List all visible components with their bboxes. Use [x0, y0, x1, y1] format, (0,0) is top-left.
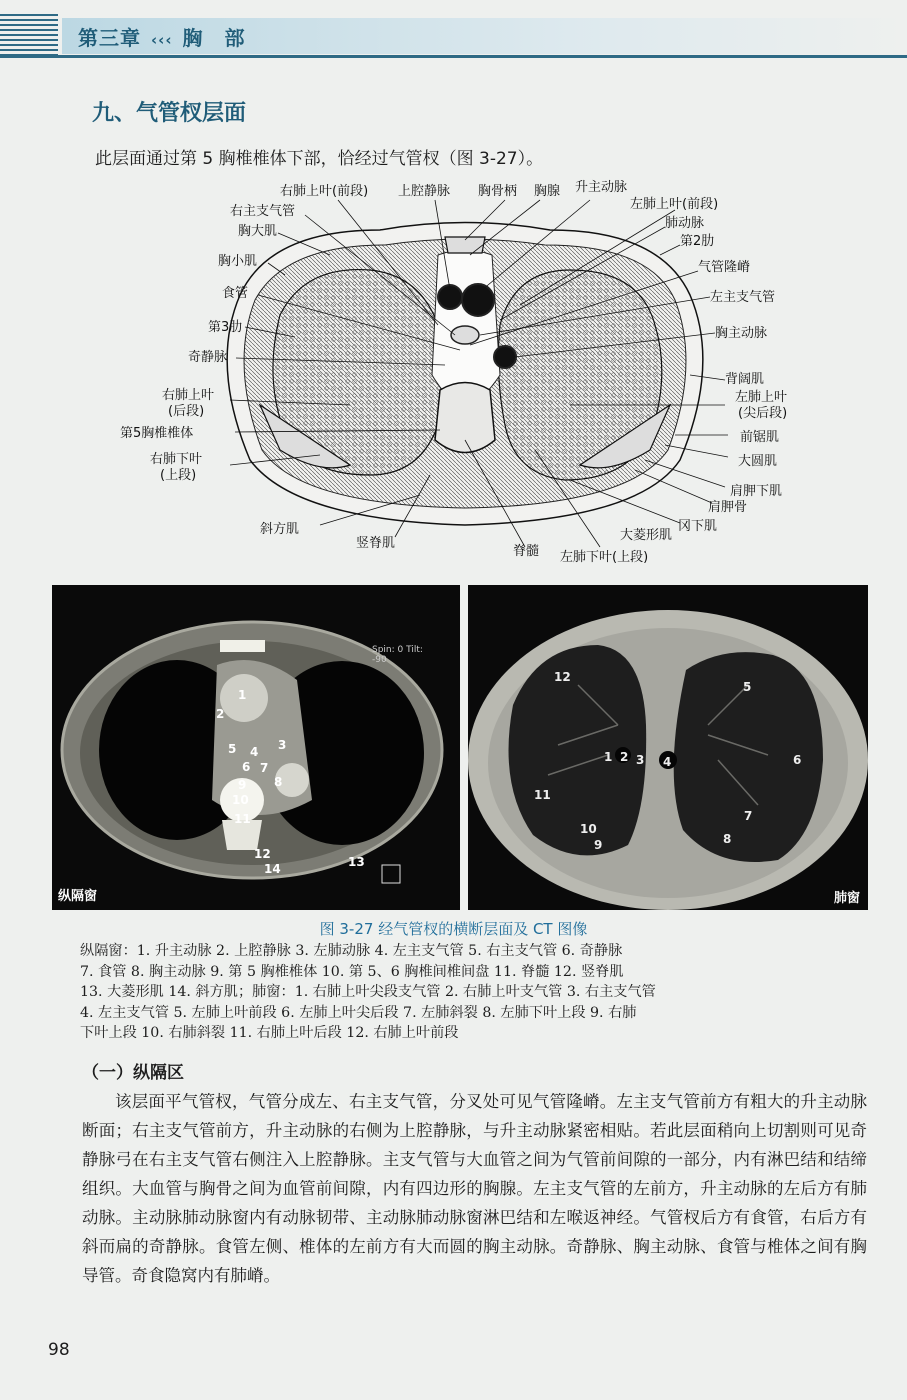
label-t5: 第5胸椎椎体 [120, 426, 194, 441]
label-rhomboid: 大菱形肌 [620, 528, 673, 543]
label-desc-aorta: 胸主动脉 [715, 326, 768, 341]
ct-lung-window [468, 585, 868, 910]
ct-sternum [220, 640, 265, 652]
ct-right-num-7: 7 [744, 809, 753, 823]
ct-right-num-1: 1 [604, 750, 613, 764]
label-rib3: 第3肋 [208, 320, 243, 335]
cross-section-diagram [120, 175, 810, 570]
body-paragraph: 该层面平气管杈，气管分成左、右主支气管，分叉处可见气管隆嵴。左主支气管前方有粗大的升主动脉断面；右主支气管前方，升主动脉的右侧为上腔静脉，与升主动脉紧密相贴。若此层面稍向上切割则可见奇静脉弓在右主支气管右侧注入上腔静脉。主支气管与大血管之间为气管前间隙的一部分，内有淋巴结和结缔组织。大血管与胸骨之间为血管前间隙，内有四边形的胸腺。左主支气管的左前方，升主动脉的左后方有肺动脉。主动脉肺动脉窗内有动脉韧带、主动脉肺动脉窗淋巴结和左喉返神经。气管杈后方有食管，右后方有斜而扁的奇静脉。食管左侧、椎体的左前方有大而圆的胸主动脉。奇静脉、胸主动脉、食管与椎体之间有胸导管。奇食隐窝内有肺嵴。 [82, 1092, 867, 1285]
ct-right-num-12: 12 [554, 670, 571, 684]
label-asc-aorta: 升主动脉 [575, 180, 628, 195]
label-thymus: 胸腺 [534, 184, 561, 199]
ct-left-num-3: 3 [278, 738, 287, 752]
header-rule [0, 55, 907, 58]
label-latissimus: 背阔肌 [725, 372, 765, 387]
legend-line: 纵隔窗：1. 升主动脉 2. 上腔静脉 3. 左肺动脉 4. 左主支气管 5. 右主支气管 6. 奇静脉 [80, 943, 623, 959]
figure-caption: 图 3-27 经气管杈的横断层面及 CT 图像 [319, 920, 588, 938]
legend-line: 13. 大菱形肌 14. 斜方肌；肺窗：1. 右肺上叶尖段支气管 2. 右肺上叶支气管 3. 右主支气管 [80, 984, 656, 1000]
ct-right-num-10: 10 [580, 822, 597, 836]
ct-left-info: Spin: 0 Tilt: -90 [372, 645, 423, 665]
figure-legend [80, 941, 870, 1044]
ct-mediastinal-window [52, 585, 460, 910]
label-l-bronchus: 左主支气管 [710, 290, 776, 305]
intro-text: 此层面通过第 5 胸椎椎体下部，恰经过气管杈（图 3-27）。 [95, 149, 544, 169]
label-manubrium: 胸骨柄 [478, 184, 518, 199]
label-pulm-artery: 肺动脉 [665, 216, 705, 231]
ct-right-num-8: 8 [723, 832, 732, 846]
label-infraspinatus: 冈下肌 [678, 519, 718, 534]
section-title: 九、气管杈层面 [92, 101, 247, 126]
vertebra-shape [435, 383, 495, 453]
ct-left-num-13: 13 [348, 855, 365, 869]
ct-left-num-5: 5 [228, 742, 237, 756]
ct-lung-image [468, 585, 868, 910]
chapter-topic: 胸部 [182, 26, 267, 50]
label-r-upper-post-1: 右肺上叶 [162, 388, 215, 403]
label-spinal-cord: 脊髓 [513, 544, 540, 559]
ct-left-num-1: 1 [238, 688, 247, 702]
ct-right-num-9: 9 [594, 838, 603, 852]
ct-right-num-5: 5 [743, 680, 752, 694]
label-r-upper-ant: 右肺上叶(前段) [280, 184, 369, 199]
label-erector: 竖脊肌 [356, 536, 396, 551]
page-number: 98 [48, 1340, 70, 1360]
label-svc: 上腔静脉 [398, 184, 451, 199]
ct-left-num-11: 11 [234, 812, 251, 826]
label-trapezius: 斜方肌 [260, 522, 300, 537]
ct-left-num-12: 12 [254, 847, 271, 861]
label-r-bronchus: 右主支气管 [230, 204, 296, 219]
ct-left-num-9: 9 [238, 778, 247, 792]
legend-line: 7. 食管 8. 胸主动脉 9. 第 5 胸椎椎体 10. 第 5、6 胸椎间椎间盘 11. 脊髓 12. 竖脊肌 [80, 963, 624, 980]
ct-right-num-3: 3 [636, 753, 645, 767]
label-carina: 气管隆嵴 [698, 260, 751, 275]
label-l-lower-sup: 左肺下叶(上段) [560, 550, 649, 565]
chapter-arrows-icon: ‹‹‹ [151, 31, 173, 49]
label-pec-major: 胸大肌 [238, 224, 278, 239]
legend-line: 4. 左主支气管 5. 左肺上叶前段 6. 左肺上叶尖后段 7. 左肺斜裂 8. 左肺下叶上段 9. 右肺 [80, 1004, 637, 1021]
label-scapula: 肩胛骨 [708, 500, 748, 515]
ct-left-num-6: 6 [242, 760, 251, 774]
chapter-number: 第三章 [78, 26, 141, 50]
ct-left-window-label: 纵隔窗 [58, 889, 98, 904]
label-azygos: 奇静脉 [188, 350, 228, 365]
ct-left-num-8: 8 [274, 775, 283, 789]
label-l-upper-apicopost-2: (尖后段) [738, 406, 788, 421]
ct-right-window-label: 肺窗 [834, 891, 861, 906]
label-esophagus: 食管 [222, 286, 249, 301]
label-subscapularis: 肩胛下肌 [730, 484, 783, 499]
ct-right-num-11: 11 [534, 788, 551, 802]
ct-right-num-4: 4 [663, 755, 672, 769]
ct-right-num-2: 2 [620, 750, 629, 764]
aorta-shape [462, 284, 494, 316]
ct-left-num-4: 4 [250, 745, 259, 759]
sternum [445, 237, 485, 253]
chapter-heading [78, 22, 267, 51]
trachea-shape [451, 326, 479, 344]
ct-left-num-7: 7 [260, 761, 269, 775]
ct-left-num-14: 14 [264, 862, 281, 876]
label-pec-minor: 胸小肌 [218, 254, 258, 269]
label-l-upper-ant: 左肺上叶(前段) [630, 197, 719, 212]
label-rib2: 第2肋 [680, 234, 715, 249]
label-r-lower-1: 右肺下叶 [150, 452, 203, 467]
label-r-lower-2: (上段) [160, 468, 197, 483]
page-header [0, 0, 907, 62]
ct-right-num-6: 6 [793, 753, 802, 767]
label-serratus: 前锯肌 [740, 430, 780, 445]
legend-line: 下叶上段 10. 右肺斜裂 11. 右肺上叶后段 12. 右肺上叶前段 [80, 1025, 459, 1041]
label-r-upper-post-2: (后段) [168, 404, 205, 419]
subsection-heading: （一）纵隔区 [82, 1063, 184, 1083]
ct-left-num-2: 2 [216, 707, 225, 721]
ct-corner-box-icon [382, 865, 400, 883]
label-l-upper-apicopost-1: 左肺上叶 [735, 390, 788, 405]
header-hatch-decoration [0, 14, 58, 56]
ct-left-num-10: 10 [232, 793, 249, 807]
label-teres-major: 大圆肌 [738, 454, 778, 469]
desc-aorta-shape [494, 346, 516, 368]
